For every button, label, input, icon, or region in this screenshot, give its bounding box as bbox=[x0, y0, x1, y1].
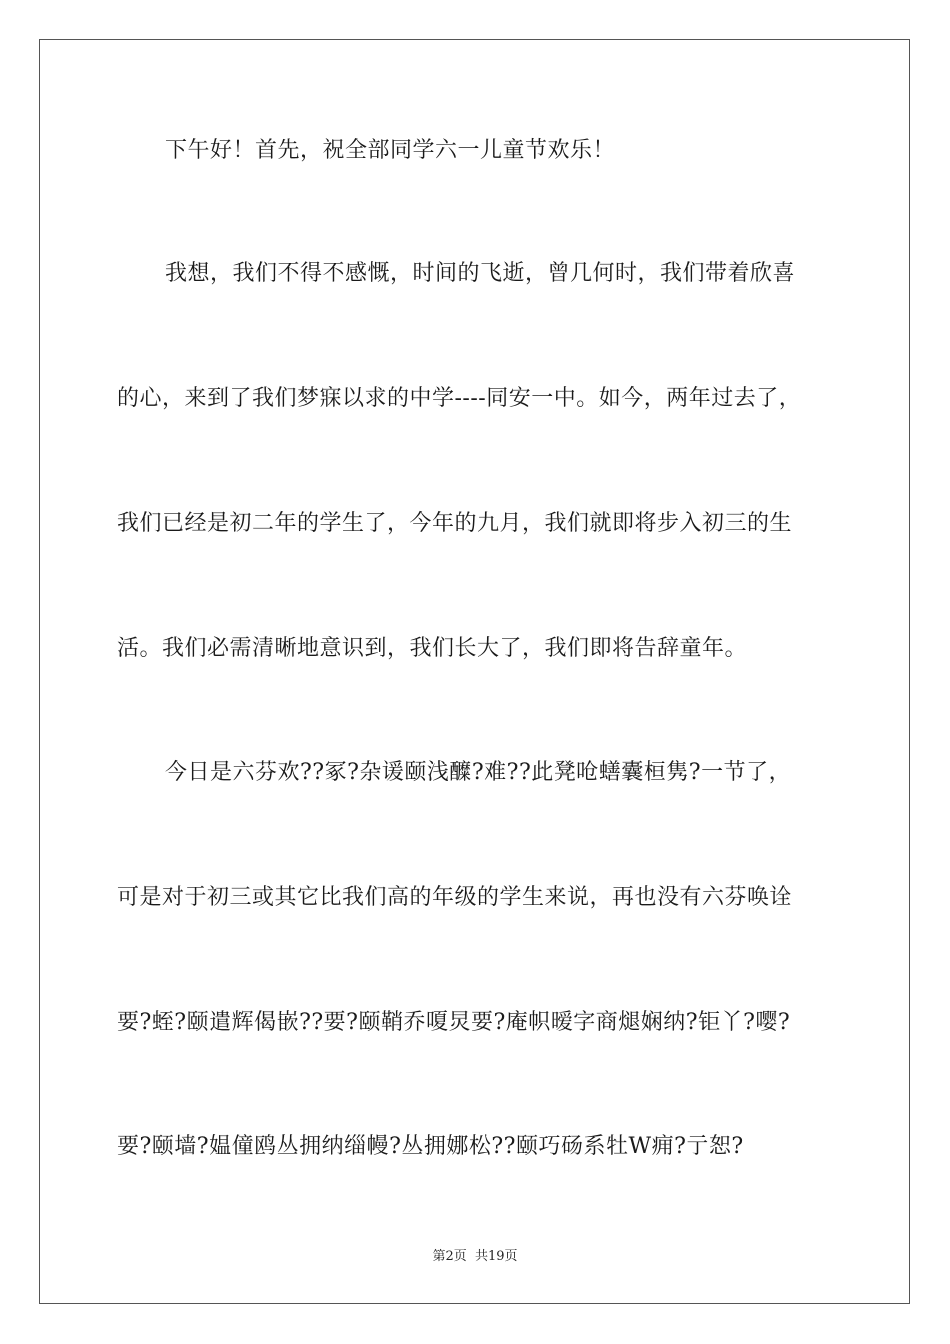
paragraph-line-2: 我想，我们不得不感慨，时间的飞逝，曾几何时，我们带着欣喜 bbox=[165, 261, 796, 286]
page-border bbox=[39, 39, 910, 1304]
page-total: 共19页 bbox=[474, 1249, 518, 1264]
page-footer bbox=[0, 1248, 950, 1266]
paragraph-line-3: 的心，来到了我们梦寐以求的中学----同安一中。如今，两年过去了， bbox=[117, 386, 802, 411]
paragraph-line-9: 要?颐墙?媪僮鸥丛拥纳缁幔?丛拥娜松??颐巧砀系牡W痈?亍恕? bbox=[117, 1134, 744, 1159]
paragraph-line-6: 今日是六芬欢??冢?杂谖颐浅醾?难??此凳呛蟮囊桓隽?一节了， bbox=[165, 760, 792, 785]
paragraph-line-8: 要?蛭?颐遣辉偈嵌??要?颐鞘乔嗄炅要?庵帜暧字商煺娴纳?钜丫?嘤? bbox=[117, 1010, 791, 1035]
page-number: 第2页 bbox=[432, 1249, 467, 1264]
paragraph-line-7: 可是对于初三或其它比我们高的年级的学生来说，再也没有六芬唤诠 bbox=[117, 885, 793, 910]
paragraph-line-1: 下午好！首先，祝全部同学六一儿童节欢乐！ bbox=[165, 138, 616, 163]
paragraph-line-4: 我们已经是初二年的学生了，今年的九月，我们就即将步入初三的生 bbox=[117, 511, 793, 536]
paragraph-line-5: 活。我们必需清晰地意识到，我们长大了，我们即将告辞童年。 bbox=[117, 636, 748, 661]
